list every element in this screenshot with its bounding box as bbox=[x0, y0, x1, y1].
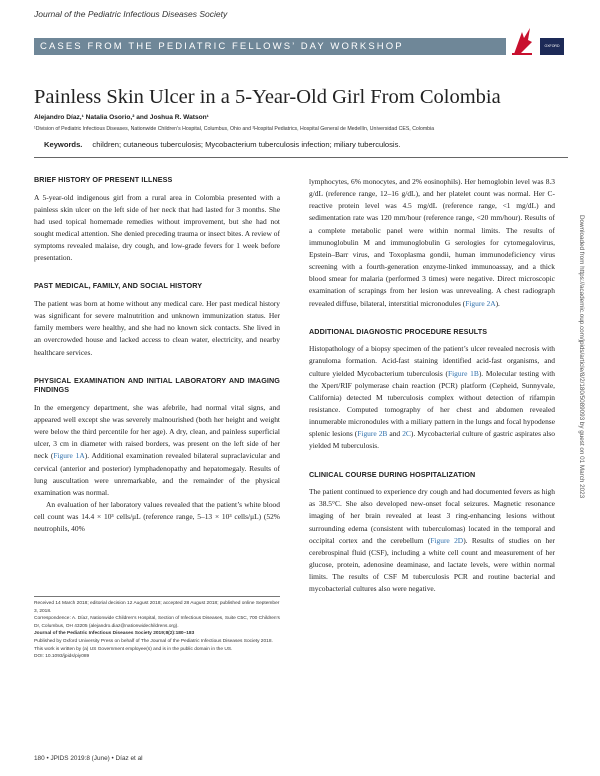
section-banner: CASES FROM THE PEDIATRIC FELLOWS’ DAY WORKSHOP bbox=[34, 38, 506, 55]
author-affiliations: ¹Division of Pediatric Infectious Diseases, Nationwide Children’s Hospital, Columbus, Ohio and ²Hospital Pediatrics, Hospital General de Medellín, Universidad CES, Colombia bbox=[34, 126, 435, 132]
keywords-label: Keywords. bbox=[44, 140, 83, 149]
publisher-logo: OXFORD bbox=[540, 38, 564, 55]
page-footer: 180 • JPIDS 2019:8 (June) • Díaz et al bbox=[34, 755, 143, 762]
idsa-logo-icon bbox=[510, 24, 534, 56]
header-divider bbox=[34, 157, 568, 158]
history-text: A 5-year-old indigenous girl from a rural area in Colombia presented with a painless skin ulcer on the left side of her neck that had lasted for 3 months. She had used topical homemade remedies without improvement, but she had not sought medical attention. She denied preceding trauma or insect bites. A review of symptoms revealed malaise, dry cough, and low-grade fevers for 1 week before presentation. bbox=[34, 192, 280, 263]
article-title: Painless Skin Ulcer in a 5-Year-Old Girl From Colombia bbox=[34, 86, 501, 108]
course-heading: CLINICAL COURSE DURING HOSPITALIZATION bbox=[309, 469, 476, 479]
citation: Journal of the Pediatric Infectious Diseases Society 2019;8(2):180–183 bbox=[34, 631, 195, 637]
exam-heading: PHYSICAL EXAMINATION AND INITIAL LABORATORY AND IMAGING FINDINGS bbox=[34, 375, 280, 395]
course-text: The patient continued to experience dry cough and had documented fevers as high as 38.5°C. She also developed new-onset focal seizures. Magnetic resonance imaging of her brain revealed at least 3 ring-enhancing lesions without surrounding edema (consistent with tuberculomas) located in the temporal and occipital cortex and the cerebellum (Figure 2D). Results of studies on her cerebrospinal fluid (CSF), including a white cell count and measurement of her glucose, protein, adenosine deaminase, and lactate levels, were within normal limits. The results of CSF M tuberculosis PCR and routine bacterial and mycobacterial cultures also were negative. bbox=[309, 487, 555, 594]
footnote-divider bbox=[34, 596, 280, 597]
pmh-text: The patient was born at home without any medical care. Her past medical history was significant for severe malnutrition and unknown immunization status. Her family members were healthy, and she had no known sick contacts. She lived in an overcrowded house and lacked access to clean water, electricity, and nearby healthcare services. bbox=[34, 298, 280, 357]
figure-1b-link[interactable]: Figure 1B bbox=[447, 368, 479, 378]
download-side-note: Downloaded from https://academic.oup.com/jpids/article/8/2/180/5089093 by guest on 01 March 2023 bbox=[578, 215, 585, 499]
received-dates: Received 14 March 2018; editorial decision 12 August 2018; accepted 28 August 2018; published online September 3, 2018. bbox=[34, 601, 280, 614]
journal-name: Journal of the Pediatric Infectious Diseases Society bbox=[34, 9, 228, 19]
exam-paragraph-2: An evaluation of her laboratory values revealed that the patient’s white blood cell count was 14.4 × 10³ cells/μL (reference range, 5–13 × 10³ cells/μL) (52% neutrophils, 40% bbox=[34, 499, 280, 534]
figure-2a-link[interactable]: Figure 2A bbox=[465, 298, 496, 308]
article-authors: Alejandro Díaz,¹ Natalia Osorio,² and Joshua R. Watson¹ bbox=[34, 114, 209, 121]
footnotes bbox=[34, 600, 280, 661]
figure-2d-link[interactable]: Figure 2D bbox=[430, 535, 464, 545]
figure-2c-link[interactable]: 2C bbox=[402, 429, 411, 439]
diagnostic-heading: ADDITIONAL DIAGNOSTIC PROCEDURE RESULTS bbox=[309, 326, 488, 336]
figure-2b-link[interactable]: Figure 2B bbox=[357, 429, 388, 439]
figure-1a-link[interactable]: Figure 1A bbox=[53, 451, 85, 461]
keywords bbox=[44, 140, 401, 149]
doi: DOI: 10.1093/jpids/piy089 bbox=[34, 654, 90, 660]
labs-paragraph: lymphocytes, 6% monocytes, and 2% eosinophils). Her hemoglobin level was 8.3 g/dL (reference range, 12–16 g/dL), and her platelet count was normal. Her C-reactive protein level was 4.5 mg/dL (reference range, <1 mg/dL) and sedimentation rate was 120 mm/hour (reference range, <20 mm/hour). Results of a complete metabolic panel were within normal limits. The results of immunoglobulin M and immunoglobulin G serologies for cytomegalovirus, Epstein–Barr virus, and Toxoplasma gondii, human immunodeficiency virus screening with a fourth-generation enzyme-linked immunoassay, and a thick blood smear for malaria (performed 3 times) were negative. Direct microscopic examination of scrapings from her lesion was unrevealing. A chest radiograph revealed diffuse, bilateral, interstitial micronodules (Figure 2A). bbox=[309, 177, 555, 308]
diagnostic-text: Histopathology of a biopsy specimen of the patient’s ulcer revealed necrosis with granuloma formation. Acid-fast staining identified acid-fast organisms, and culture yielded Mycobacterium tuberculosis (Figure 1B). Molecular testing with the Xpert/RIF polymerase chain reaction (PCR) platform (Cepheid, Sunnyvale, California) detected M tuberculosis complex without detection of rifampin resistance. Computed tomography of her chest and abdomen revealed innumerable micronodules with a miliary pattern in the lungs and focal hypodense splenic lesions (Figure 2B and 2C). Mycobacterial culture of gastric aspirates also yielded M tuberculosis. bbox=[309, 344, 555, 451]
copyright: Published by Oxford University Press on behalf of The Journal of the Pediatric Infectious Diseases Society 2018. This work is written by (a) US Government employee(s) and is in the public domain in the US. bbox=[34, 638, 273, 652]
keywords-text: children; cutaneous tuberculosis; Mycobacterium tuberculosis infection; miliary tuberculosis. bbox=[92, 140, 401, 149]
correspondence: Correspondence: A. Díaz, Nationwide Children’s Hospital, Section of Infectious Diseases, Suite C5C, 700 Children’s Dr, Columbus, OH 43205 (alejandro.diaz@nationwidechildrens.org). bbox=[34, 616, 280, 629]
exam-paragraph-1: In the emergency department, she was afebrile, had normal vital signs, and appeared well except she was severely malnourished (both her height and weight were below the third percentile for her age). A dry, clean, and painless superficial ulcer, 3 cm in diameter with raised borders, was present on the left side of her neck (Figure 1A). Additional examination revealed bilateral supraclavicular and cervical (anterior and posterior) lymphadenopathy and hepatomegaly. Results of lung auscultation were unremarkable, and the remainder of the physical examination was normal. bbox=[34, 402, 280, 497]
history-heading: BRIEF HISTORY OF PRESENT ILLNESS bbox=[34, 175, 173, 184]
pmh-heading: PAST MEDICAL, FAMILY, AND SOCIAL HISTORY bbox=[34, 281, 203, 291]
left-column bbox=[34, 175, 280, 535]
right-column bbox=[309, 176, 555, 596]
